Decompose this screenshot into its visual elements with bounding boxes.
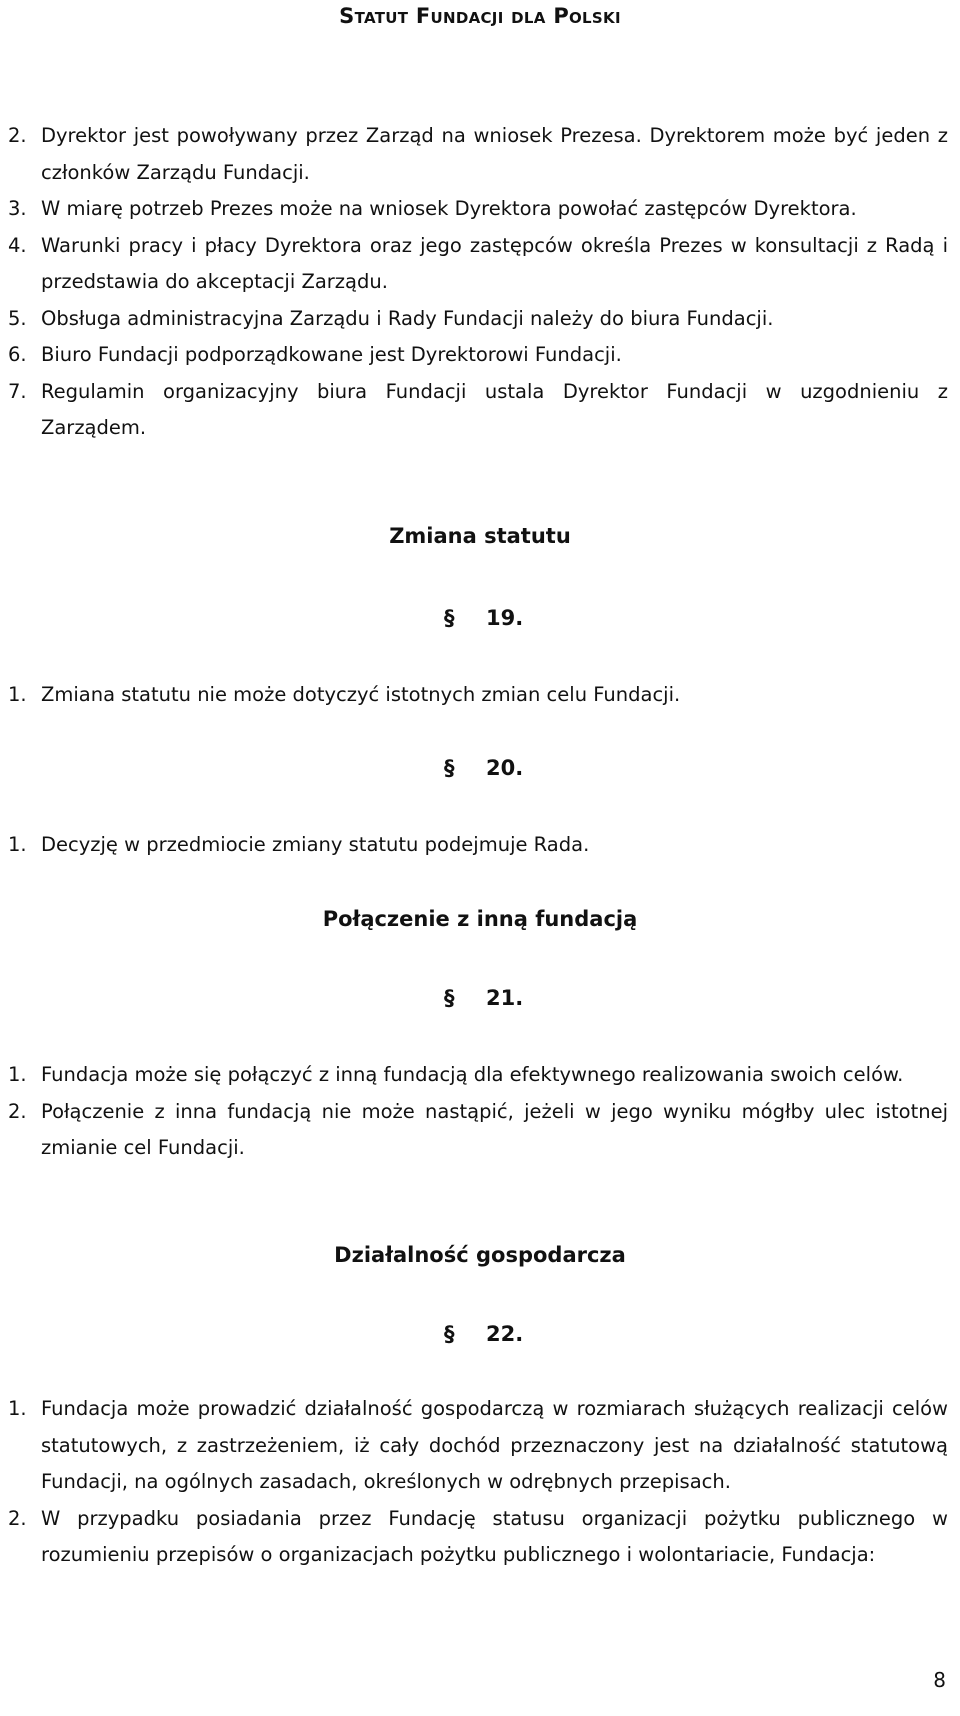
list-item — [0, 374, 960, 447]
list-item — [0, 1057, 960, 1094]
item-number: 1. — [8, 1063, 27, 1086]
section-sign-icon: § — [444, 986, 455, 1010]
item-number: 6. — [8, 343, 27, 366]
document-header: Statut Fundacji dla Polski — [339, 4, 621, 28]
item-text: Dyrektor jest powoływany przez Zarząd na wniosek Prezesa. Dyrektorem może być jeden z członków Zarządu Fundacji. — [41, 124, 948, 184]
item-number: 1. — [8, 1397, 27, 1420]
item-text: Połączenie z inna fundacją nie może nastąpić, jeżeli w jego wyniku mógłby ulec istotnej zmianie cel Fundacji. — [41, 1099, 948, 1159]
item-number: 2. — [8, 124, 27, 147]
item-number: 1. — [8, 833, 27, 856]
section-sign-icon: § — [444, 756, 455, 780]
item-text: Decyzję w przedmiocie zmiany statutu podejmuje Rada. — [41, 833, 590, 856]
item-text: Obsługa administracyjna Zarządu i Rady Fundacji należy do biura Fundacji. — [41, 306, 774, 330]
section-heading-dzialalnosc: Działalność gospodarcza — [334, 1243, 626, 1267]
list-item — [0, 1501, 960, 1574]
item-text: Fundacja może prowadzić działalność gospodarczą w rozmiarach służących realizacji celów statutowych, z zastrzeżeniem, iż cały dochód przeznaczony jest na działalność statutową Fundacji, na ogólnych zasadach, określonych w odrębnych przepisach. — [41, 1397, 948, 1493]
list-item — [0, 827, 960, 864]
paragraph-number: 19. — [486, 606, 524, 630]
list-item — [0, 1391, 960, 1501]
item-text: Regulamin organizacyjny biura Fundacji ustala Dyrektor Fundacji w uzgodnieniu z Zarządem. — [41, 379, 948, 439]
page-number: 8 — [933, 1668, 946, 1692]
item-number: 2. — [8, 1099, 27, 1123]
item-number: 5. — [8, 306, 27, 330]
list-item — [0, 1094, 960, 1167]
item-text: Biuro Fundacji podporządkowane jest Dyrektorowi Fundacji. — [41, 343, 622, 366]
item-text: W miarę potrzeb Prezes może na wniosek Dyrektora powołać zastępców Dyrektora. — [41, 197, 857, 220]
list-item — [0, 191, 960, 228]
section-heading-zmiana-statutu: Zmiana statutu — [389, 524, 571, 548]
list-item — [0, 118, 960, 191]
paragraph-number: 20. — [486, 756, 524, 780]
list-block-21 — [0, 1057, 960, 1167]
list-block-19 — [0, 677, 960, 714]
list-item — [0, 337, 960, 374]
item-number: 7. — [8, 379, 27, 403]
list-item — [0, 228, 960, 301]
section-sign-icon: § — [444, 1322, 455, 1346]
item-number: 3. — [8, 197, 27, 220]
section-sign-icon: § — [444, 606, 455, 630]
item-number: 1. — [8, 683, 27, 706]
item-number: 4. — [8, 233, 27, 257]
list-item — [0, 301, 960, 338]
paragraph-number: 21. — [486, 986, 524, 1010]
item-text: Warunki pracy i płacy Dyrektora oraz jego zastępców określa Prezes w konsultacji z Radą i przedstawia do akceptacji Zarządu. — [41, 233, 948, 293]
paragraph-number: 22. — [486, 1322, 524, 1346]
list-block-1 — [0, 118, 960, 447]
item-text: Zmiana statutu nie może dotyczyć istotnych zmian celu Fundacji. — [41, 683, 681, 706]
section-heading-polaczenie: Połączenie z inną fundacją — [322, 907, 638, 931]
item-number: 2. — [8, 1506, 27, 1530]
item-text: Fundacja może się połączyć z inną fundacją dla efektywnego realizowania swoich celów. — [41, 1063, 904, 1086]
list-block-22 — [0, 1391, 960, 1574]
list-item — [0, 677, 960, 714]
list-block-20 — [0, 827, 960, 864]
item-text: W przypadku posiadania przez Fundację statusu organizacji pożytku publicznego w rozumieniu przepisów o organizacjach pożytku publicznego i wolontariacie, Fundacja: — [41, 1506, 948, 1566]
